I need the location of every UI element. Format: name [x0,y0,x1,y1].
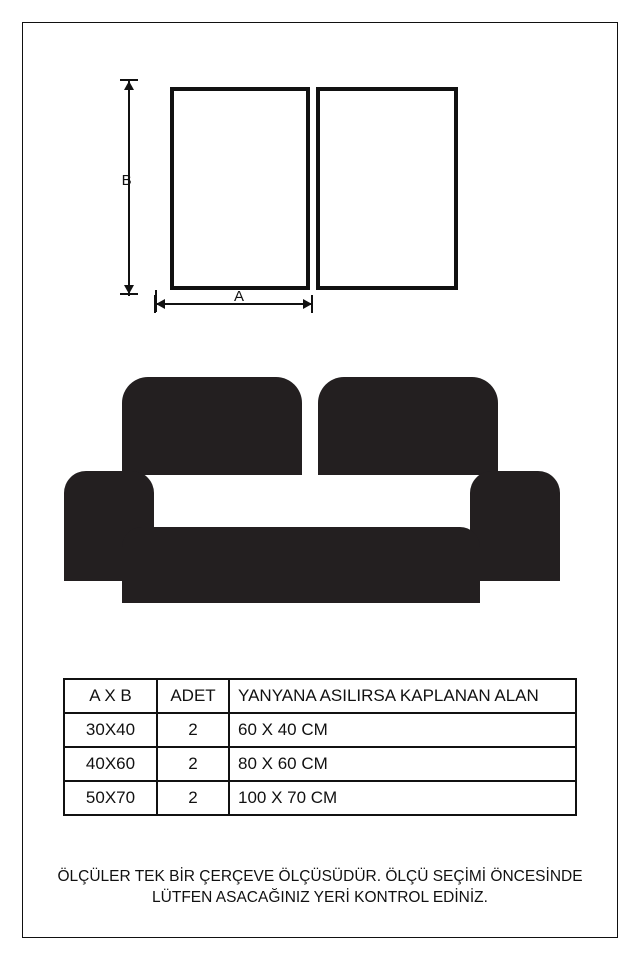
header-area: YANYANA ASILIRSA KAPLANAN ALAN [229,680,575,713]
footer-note-line-1: ÖLÇÜLER TEK BİR ÇERÇEVE ÖLÇÜSÜDÜR. ÖLÇÜ SEÇİMİ ÖNCESİNDE [57,868,583,885]
width-arrow-left-icon [156,299,165,309]
frames-diagram [0,0,640,340]
footer-note [50,866,590,908]
table-row [65,781,575,814]
cell-size: 40X60 [65,747,157,781]
table-row [65,747,575,781]
header-quantity: ADET [157,680,229,713]
height-arrow-down-icon [124,285,134,294]
cell-quantity: 2 [157,781,229,814]
width-arrow-right-icon [303,299,312,309]
table-header-row [65,680,575,713]
sofa-icon [60,365,564,620]
cell-quantity: 2 [157,713,229,747]
cell-area: 80 X 60 CM [229,747,575,781]
width-dimension-label: A [234,288,245,305]
header-size: A X B [65,680,157,713]
footer-note-line-2: LÜTFEN ASACAĞINIZ YERİ KONTROL EDİNİZ. [152,889,488,906]
cell-size: 30X40 [65,713,157,747]
height-dimension-label: B [121,172,132,189]
picture-frame-right [316,87,458,290]
table-row [65,713,575,747]
height-arrow-up-icon [124,81,134,90]
size-table [63,678,577,816]
cell-quantity: 2 [157,747,229,781]
picture-frame-left [170,87,310,290]
cell-area: 60 X 40 CM [229,713,575,747]
cell-area: 100 X 70 CM [238,788,338,807]
cell-size: 50X70 [65,781,157,814]
